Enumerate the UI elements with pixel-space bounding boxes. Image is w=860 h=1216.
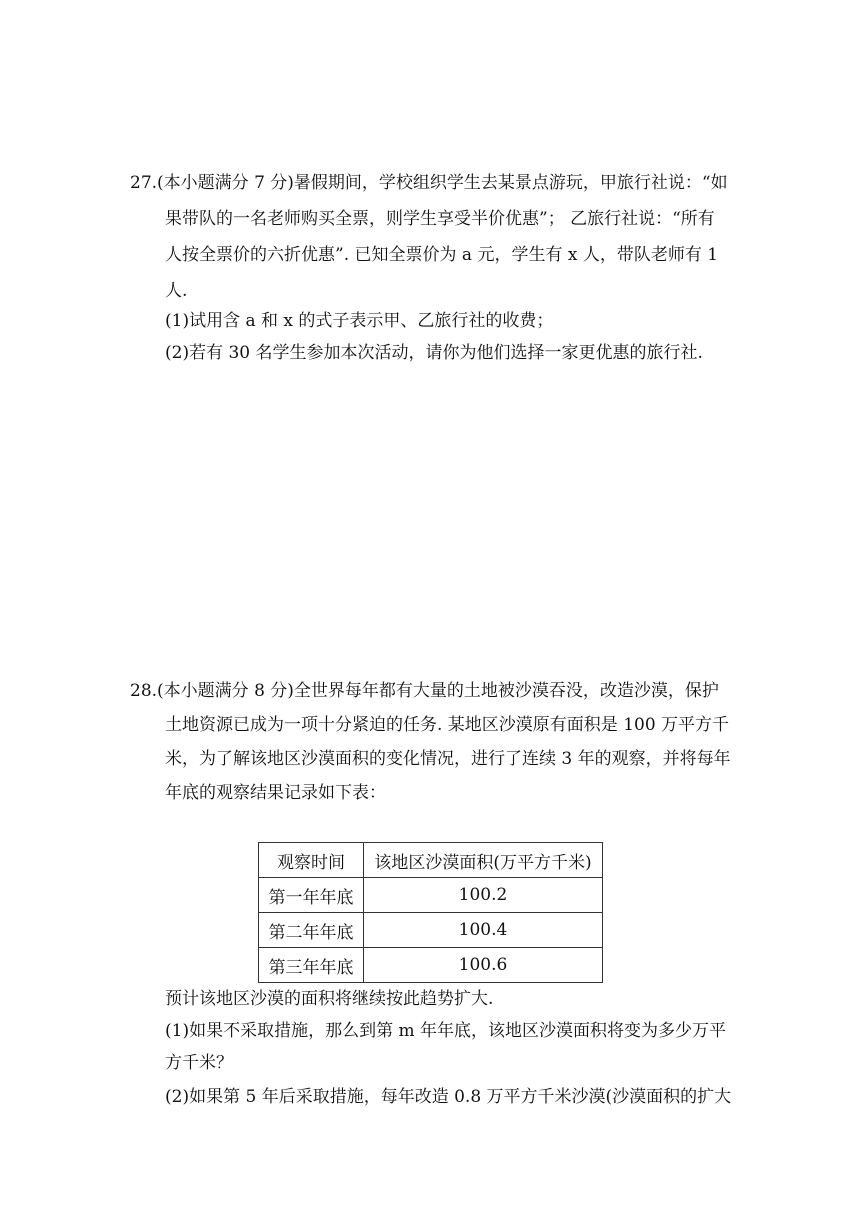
header-time: 观察时间 <box>259 843 364 878</box>
q27-line-1: 27.(本小题满分 7 分)暑假期间，学校组织学生去某景点游玩，甲旅行社说：“如 <box>130 173 728 193</box>
q27-sub-2: (2)若有 30 名学生参加本次活动，请你为他们选择一家更优惠的旅行社. <box>165 343 703 363</box>
observation-table <box>258 842 603 983</box>
q28-sub-2: (2)如果第 5 年后采取措施，每年改造 0.8 万平方千米沙漠(沙漠面积的扩大 <box>165 1087 732 1107</box>
q28-sub-1-cont: 方千米？ <box>165 1053 233 1073</box>
q28-line-3: 米，为了解该地区沙漠面积的变化情况，进行了连续 3 年的观察，并将每年 <box>165 749 731 769</box>
table-row <box>259 878 603 913</box>
q27-line-2: 果带队的一名老师购买全票，则学生享受半价优惠”； 乙旅行社说：“所有 <box>165 209 715 229</box>
row-1-time: 第一年年底 <box>259 878 364 913</box>
q28-line-1: 28.(本小题满分 8 分)全世界每年都有大量的土地被沙漠吞没，改造沙漠，保护 <box>130 681 719 701</box>
row-3-area: 100.6 <box>364 948 603 983</box>
row-2-area: 100.4 <box>364 913 603 948</box>
q28-line-4: 年底的观察结果记录如下表： <box>165 783 386 803</box>
q27-line-4: 人. <box>165 281 188 301</box>
q28-line-2: 土地资源已成为一项十分紧迫的任务. 某地区沙漠原有面积是 100 万平方千 <box>165 715 730 735</box>
row-3-time: 第三年年底 <box>259 948 364 983</box>
q27-line-3: 人按全票价的六折优惠”. 已知全票价为 a 元，学生有 x 人，带队老师有 1 <box>165 245 719 265</box>
row-1-area: 100.2 <box>364 878 603 913</box>
row-2-time: 第二年年底 <box>259 913 364 948</box>
table-row <box>259 948 603 983</box>
q28-sub-1: (1)如果不采取措施，那么到第 m 年年底，该地区沙漠面积将变为多少万平 <box>165 1021 727 1041</box>
table-row <box>259 913 603 948</box>
header-area: 该地区沙漠面积(万平方千米) <box>364 843 603 878</box>
q28-after-1: 预计该地区沙漠的面积将继续按此趋势扩大. <box>165 989 494 1009</box>
table-header-row <box>259 843 603 878</box>
q27-sub-1: (1)试用含 a 和 x 的式子表示甲、乙旅行社的收费； <box>165 311 554 331</box>
